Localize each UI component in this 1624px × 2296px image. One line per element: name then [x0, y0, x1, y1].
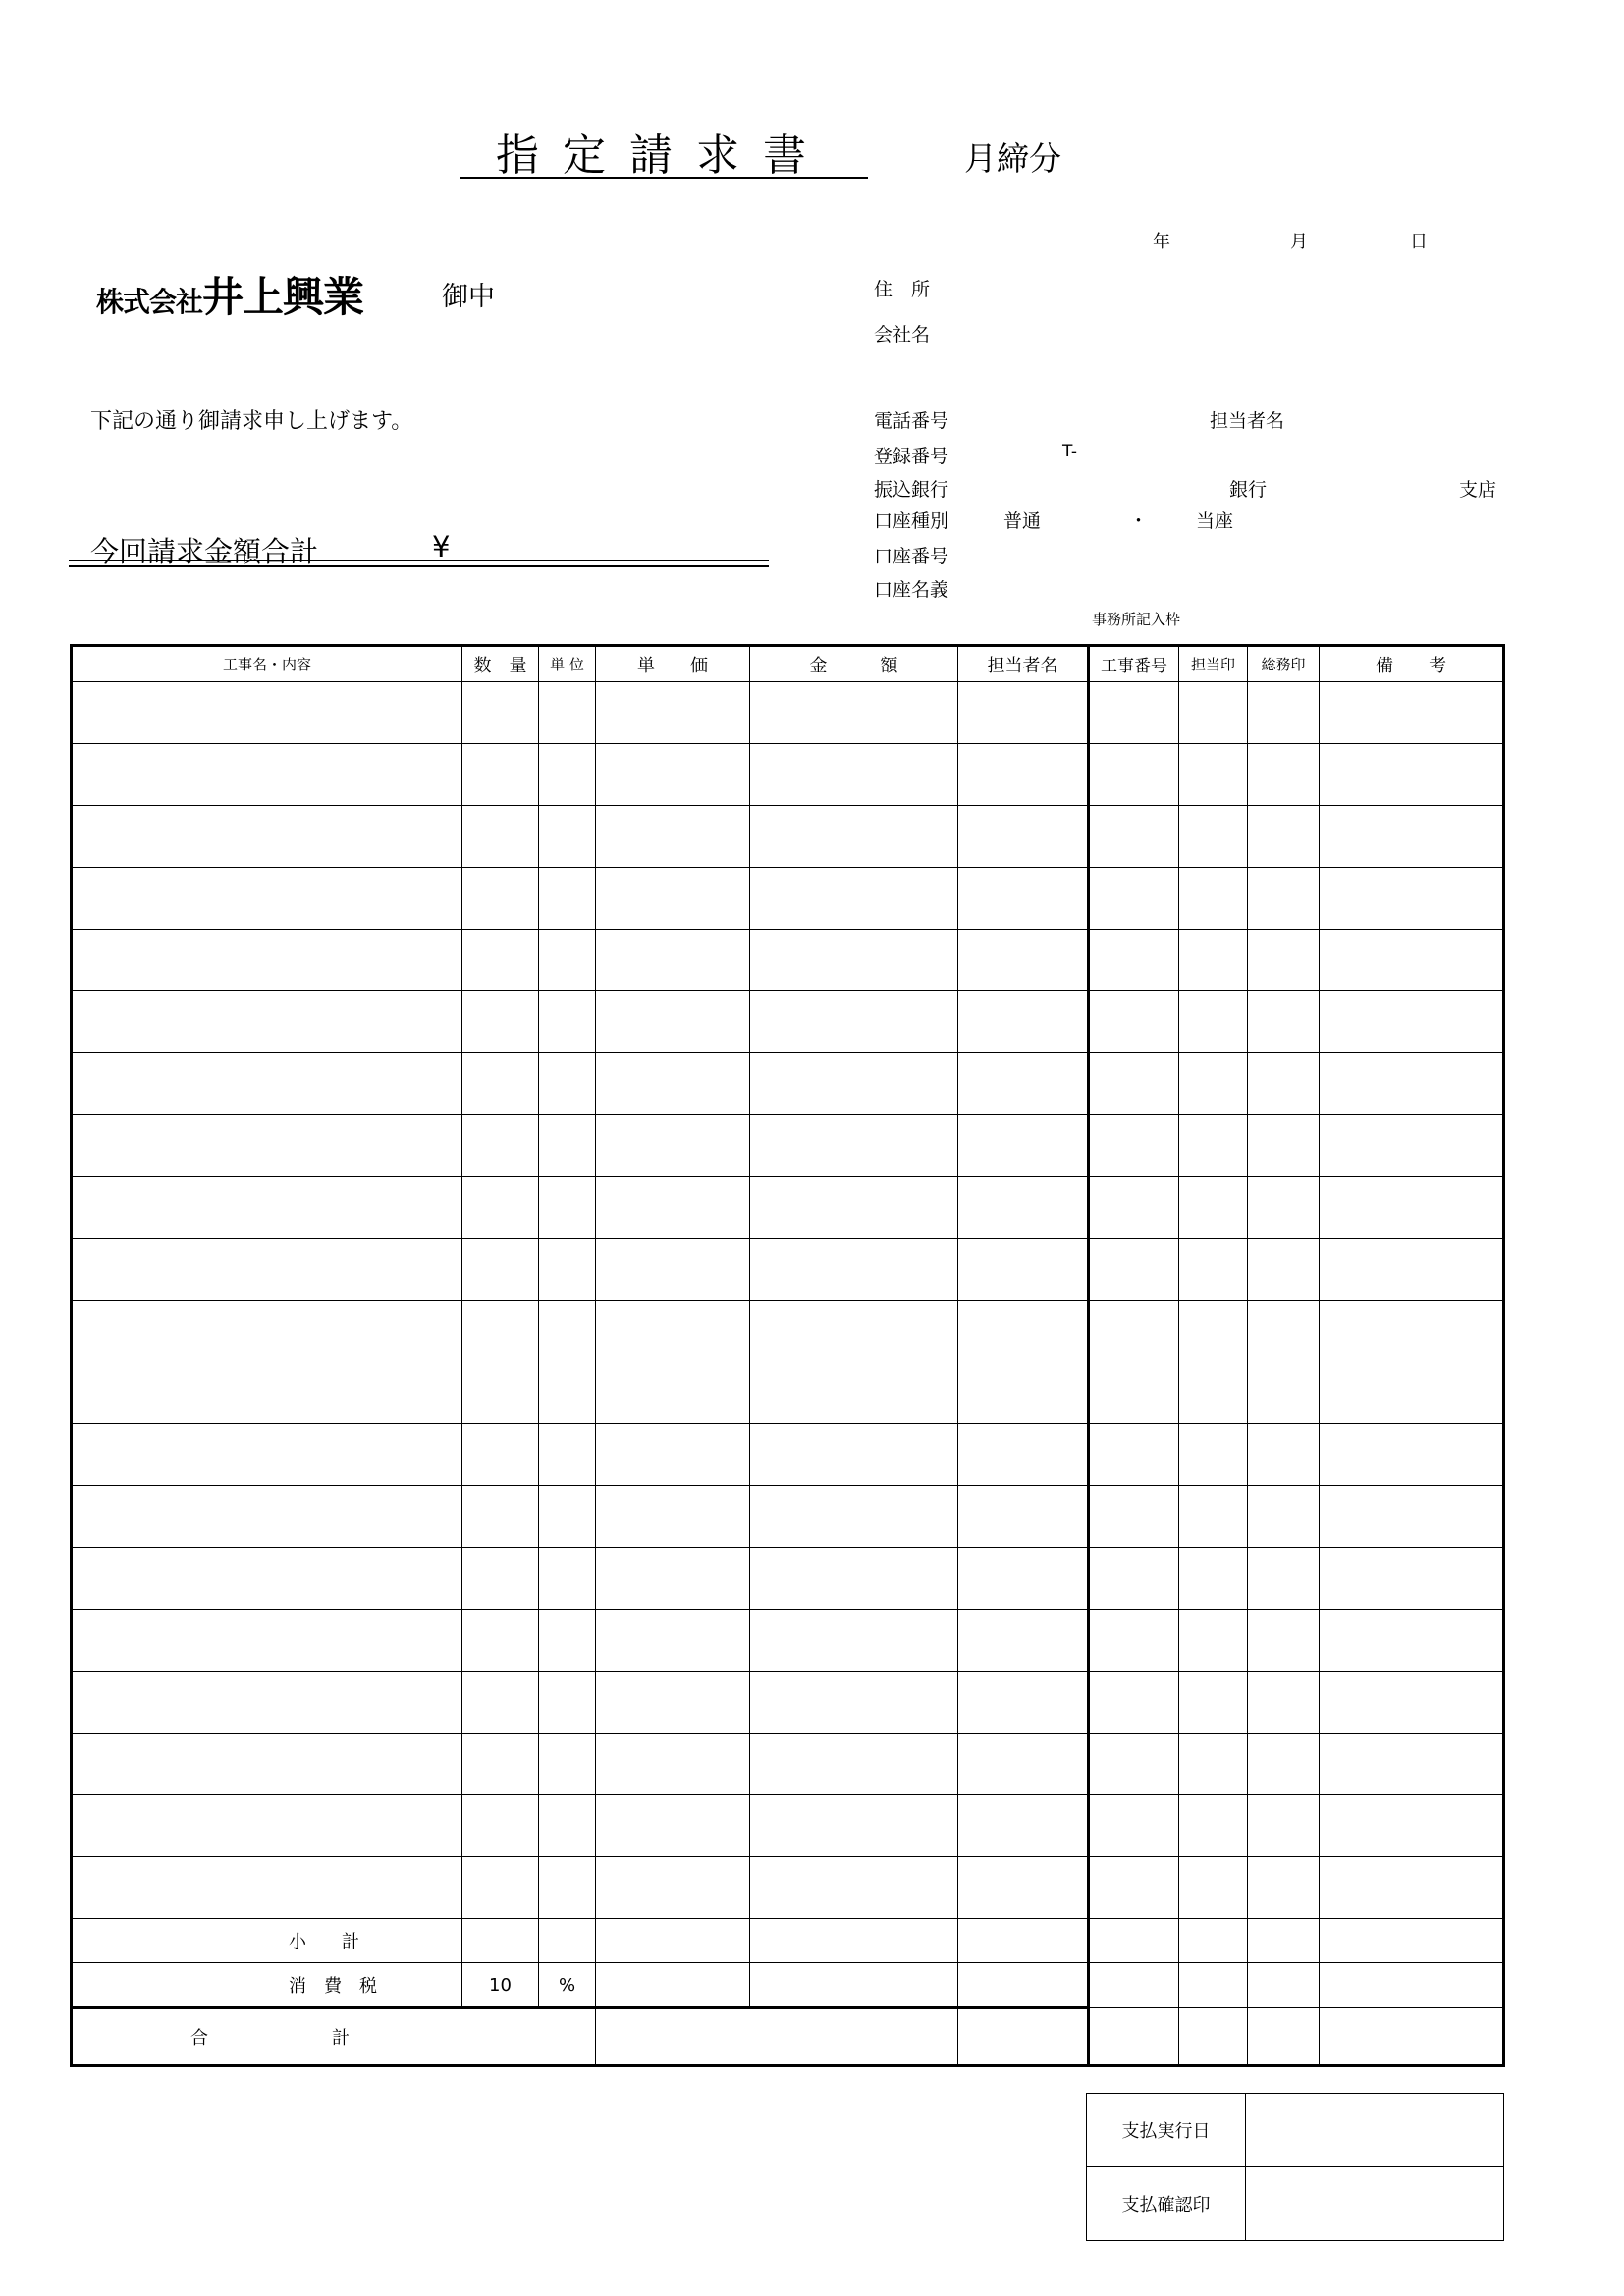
- person-seal-cell[interactable]: [1179, 1672, 1248, 1734]
- amount-cell[interactable]: [750, 1610, 958, 1672]
- remarks-cell[interactable]: [1320, 806, 1504, 868]
- table-row: [72, 1239, 1504, 1301]
- tax-general-seal-cell[interactable]: [1248, 1963, 1320, 2008]
- account-holder-label: 口座名義: [874, 579, 949, 601]
- work-number-cell[interactable]: [1089, 1857, 1179, 1919]
- person-cell[interactable]: [958, 1424, 1089, 1486]
- table-row: [72, 1795, 1504, 1857]
- recipient-logo: [96, 265, 363, 324]
- quantity-cell[interactable]: [462, 1610, 539, 1672]
- quantity-cell[interactable]: [462, 682, 539, 744]
- subtotal-person-seal-cell[interactable]: [1179, 1919, 1248, 1963]
- general-seal-cell[interactable]: [1248, 806, 1320, 868]
- recipient-logo-name: 井上興業: [202, 273, 364, 321]
- col-header-work-name: 工事名・内容: [72, 646, 462, 682]
- quantity-cell[interactable]: [462, 1672, 539, 1734]
- amount-cell[interactable]: [750, 806, 958, 868]
- subtotal-work-number-cell[interactable]: [1089, 1919, 1179, 1963]
- work-name-cell[interactable]: [72, 991, 462, 1053]
- unit-cell[interactable]: [539, 991, 596, 1053]
- unit-cell[interactable]: [539, 806, 596, 868]
- amount-cell[interactable]: [750, 1857, 958, 1919]
- tax-unit-price-cell[interactable]: [596, 1963, 750, 2008]
- remarks-cell[interactable]: [1320, 1548, 1504, 1610]
- col-header-person: 担当者名: [958, 646, 1089, 682]
- registration-number-label: 登録番号: [874, 446, 949, 467]
- quantity-cell[interactable]: [462, 1857, 539, 1919]
- unit-cell[interactable]: [539, 1053, 596, 1115]
- table-row: [72, 1424, 1504, 1486]
- unit-price-cell[interactable]: [596, 1672, 750, 1734]
- unit-price-cell[interactable]: [596, 1424, 750, 1486]
- table-row: [72, 1115, 1504, 1177]
- work-name-cell[interactable]: [72, 682, 462, 744]
- quantity-cell[interactable]: [462, 806, 539, 868]
- person-seal-cell[interactable]: [1179, 1301, 1248, 1362]
- tax-label: 消 費 税: [72, 1963, 462, 2008]
- contact-person-label: 担当者名: [1210, 410, 1285, 432]
- amount-cell[interactable]: [750, 682, 958, 744]
- document-title: 指定請求書: [496, 131, 830, 181]
- quantity-cell[interactable]: [462, 1362, 539, 1424]
- payment-table: [1086, 2093, 1504, 2241]
- work-number-cell[interactable]: [1089, 1548, 1179, 1610]
- person-cell[interactable]: [958, 1239, 1089, 1301]
- unit-price-cell[interactable]: [596, 1362, 750, 1424]
- unit-price-cell[interactable]: [596, 1610, 750, 1672]
- date-month-label: 月: [1290, 232, 1308, 252]
- unit-price-cell[interactable]: [596, 930, 750, 991]
- work-number-cell[interactable]: [1089, 1362, 1179, 1424]
- col-header-unit-price: 単 価: [596, 646, 750, 682]
- amount-cell[interactable]: [750, 868, 958, 930]
- work-number-cell[interactable]: [1089, 1795, 1179, 1857]
- remarks-cell[interactable]: [1320, 744, 1504, 806]
- person-cell[interactable]: [958, 1053, 1089, 1115]
- total-underline-bottom: [69, 565, 769, 567]
- quantity-cell[interactable]: [462, 991, 539, 1053]
- subtotal-general-seal-cell[interactable]: [1248, 1919, 1320, 1963]
- work-name-cell[interactable]: [72, 1177, 462, 1239]
- unit-cell[interactable]: [539, 1177, 596, 1239]
- unit-cell[interactable]: [539, 1672, 596, 1734]
- title-underline: [460, 177, 868, 179]
- work-number-cell[interactable]: [1089, 1672, 1179, 1734]
- amount-cell[interactable]: [750, 1362, 958, 1424]
- billing-period-label: 月締分: [964, 139, 1061, 178]
- company-name-label: 会社名: [874, 324, 931, 346]
- unit-cell[interactable]: [539, 682, 596, 744]
- work-number-cell[interactable]: [1089, 806, 1179, 868]
- person-cell[interactable]: [958, 1734, 1089, 1795]
- tax-person-cell[interactable]: [958, 1963, 1089, 2008]
- remarks-cell[interactable]: [1320, 1301, 1504, 1362]
- general-seal-cell[interactable]: [1248, 1795, 1320, 1857]
- quantity-cell[interactable]: [462, 1239, 539, 1301]
- person-cell[interactable]: [958, 744, 1089, 806]
- subtotal-unit-price-cell[interactable]: [596, 1919, 750, 1963]
- grand-total-remarks-cell[interactable]: [1320, 2008, 1504, 2066]
- person-seal-cell[interactable]: [1179, 1424, 1248, 1486]
- table-row: [72, 682, 1504, 744]
- work-name-cell[interactable]: [72, 1610, 462, 1672]
- amount-cell[interactable]: [750, 1239, 958, 1301]
- account-type-normal: 普通: [1003, 510, 1042, 532]
- amount-cell[interactable]: [750, 1115, 958, 1177]
- unit-cell[interactable]: [539, 1734, 596, 1795]
- person-cell[interactable]: [958, 1672, 1089, 1734]
- quantity-cell[interactable]: [462, 1486, 539, 1548]
- recipient-honorific: 御中: [442, 282, 495, 312]
- person-cell[interactable]: [958, 1548, 1089, 1610]
- remarks-cell[interactable]: [1320, 1486, 1504, 1548]
- subtotal-quantity-cell[interactable]: [462, 1919, 539, 1963]
- remarks-cell[interactable]: [1320, 930, 1504, 991]
- grand-total-person-seal-cell[interactable]: [1179, 2008, 1248, 2066]
- total-underline-top: [69, 560, 769, 561]
- person-seal-cell[interactable]: [1179, 744, 1248, 806]
- remarks-cell[interactable]: [1320, 868, 1504, 930]
- general-seal-cell[interactable]: [1248, 1548, 1320, 1610]
- quantity-cell[interactable]: [462, 930, 539, 991]
- bank-suffix: 銀行: [1229, 479, 1268, 501]
- unit-price-cell[interactable]: [596, 1177, 750, 1239]
- general-seal-cell[interactable]: [1248, 1857, 1320, 1919]
- unit-cell[interactable]: [539, 1362, 596, 1424]
- address-label: 住 所: [874, 279, 931, 300]
- work-number-cell[interactable]: [1089, 1301, 1179, 1362]
- unit-price-cell[interactable]: [596, 1239, 750, 1301]
- amount-cell[interactable]: [750, 1053, 958, 1115]
- quantity-cell[interactable]: [462, 1734, 539, 1795]
- unit-price-cell[interactable]: [596, 1548, 750, 1610]
- unit-price-cell[interactable]: [596, 1486, 750, 1548]
- recipient-logo-prefix: 株式会社: [96, 286, 203, 318]
- unit-price-cell[interactable]: [596, 806, 750, 868]
- phone-label: 電話番号: [874, 410, 949, 432]
- invoice-table: [70, 644, 1505, 2067]
- work-number-cell[interactable]: [1089, 1239, 1179, 1301]
- table-row: [72, 1548, 1504, 1610]
- unit-price-cell[interactable]: [596, 1857, 750, 1919]
- quantity-cell[interactable]: [462, 1548, 539, 1610]
- work-name-cell[interactable]: [72, 1548, 462, 1610]
- work-name-cell[interactable]: [72, 1486, 462, 1548]
- account-number-label: 口座番号: [874, 546, 949, 567]
- unit-price-cell[interactable]: [596, 1734, 750, 1795]
- work-name-cell[interactable]: [72, 1362, 462, 1424]
- unit-price-cell[interactable]: [596, 682, 750, 744]
- quantity-cell[interactable]: [462, 1115, 539, 1177]
- table-row: [72, 744, 1504, 806]
- account-type-label: 口座種別: [874, 510, 949, 532]
- tax-percent-sign: %: [539, 1963, 596, 2008]
- unit-cell[interactable]: [539, 930, 596, 991]
- table-row: [72, 1053, 1504, 1115]
- general-seal-cell[interactable]: [1248, 930, 1320, 991]
- remarks-cell[interactable]: [1320, 1239, 1504, 1301]
- amount-cell[interactable]: [750, 991, 958, 1053]
- quantity-cell[interactable]: [462, 1053, 539, 1115]
- person-seal-cell[interactable]: [1179, 1795, 1248, 1857]
- work-number-cell[interactable]: [1089, 868, 1179, 930]
- date-year-label: 年: [1153, 232, 1170, 252]
- subtotal-person-cell[interactable]: [958, 1919, 1089, 1963]
- payment-execution-date-field[interactable]: [1246, 2094, 1504, 2167]
- general-seal-cell[interactable]: [1248, 1053, 1320, 1115]
- amount-cell[interactable]: [750, 744, 958, 806]
- work-number-cell[interactable]: [1089, 1424, 1179, 1486]
- col-header-amount: 金 額: [750, 646, 958, 682]
- billing-notice: 下記の通り御請求申し上げます。: [90, 409, 413, 434]
- work-name-cell[interactable]: [72, 1672, 462, 1734]
- subtotal-unit-cell[interactable]: [539, 1919, 596, 1963]
- total-amount-label: 今回請求金額合計: [90, 535, 319, 568]
- table-row: [72, 1672, 1504, 1734]
- work-number-cell[interactable]: [1089, 1486, 1179, 1548]
- work-number-cell[interactable]: [1089, 1177, 1179, 1239]
- remarks-cell[interactable]: [1320, 991, 1504, 1053]
- tax-person-seal-cell[interactable]: [1179, 1963, 1248, 2008]
- general-seal-cell[interactable]: [1248, 682, 1320, 744]
- person-cell[interactable]: [958, 1486, 1089, 1548]
- amount-cell[interactable]: [750, 1548, 958, 1610]
- person-cell[interactable]: [958, 1857, 1089, 1919]
- table-row: [72, 1734, 1504, 1795]
- col-header-general-seal: 総務印: [1248, 646, 1320, 682]
- unit-cell[interactable]: [539, 1486, 596, 1548]
- person-seal-cell[interactable]: [1179, 1177, 1248, 1239]
- table-row: [72, 1857, 1504, 1919]
- work-name-cell[interactable]: [72, 744, 462, 806]
- office-use-caption: 事務所記入枠: [1092, 611, 1181, 628]
- remarks-cell[interactable]: [1320, 1177, 1504, 1239]
- bank-label: 振込銀行: [874, 479, 949, 501]
- remarks-cell[interactable]: [1320, 1734, 1504, 1795]
- tax-amount-cell[interactable]: [750, 1963, 958, 2008]
- col-header-remarks: 備 考: [1320, 646, 1504, 682]
- work-number-cell[interactable]: [1089, 991, 1179, 1053]
- remarks-cell[interactable]: [1320, 1795, 1504, 1857]
- work-name-cell[interactable]: [72, 1857, 462, 1919]
- quantity-cell[interactable]: [462, 744, 539, 806]
- work-name-cell[interactable]: [72, 868, 462, 930]
- work-number-cell[interactable]: [1089, 1734, 1179, 1795]
- general-seal-cell[interactable]: [1248, 991, 1320, 1053]
- general-seal-cell[interactable]: [1248, 1115, 1320, 1177]
- subtotal-amount-cell[interactable]: [750, 1919, 958, 1963]
- registration-prefix: T-: [1062, 442, 1077, 461]
- work-name-cell[interactable]: [72, 1301, 462, 1362]
- unit-price-cell[interactable]: [596, 868, 750, 930]
- unit-cell[interactable]: [539, 1239, 596, 1301]
- work-number-cell[interactable]: [1089, 1053, 1179, 1115]
- grand-total-amount-cell[interactable]: [596, 2008, 958, 2066]
- work-number-cell[interactable]: [1089, 1610, 1179, 1672]
- table-row: [72, 806, 1504, 868]
- person-seal-cell[interactable]: [1179, 806, 1248, 868]
- person-seal-cell[interactable]: [1179, 1115, 1248, 1177]
- work-name-cell[interactable]: [72, 1795, 462, 1857]
- unit-price-cell[interactable]: [596, 1301, 750, 1362]
- person-seal-cell[interactable]: [1179, 1857, 1248, 1919]
- general-seal-cell[interactable]: [1248, 1610, 1320, 1672]
- unit-price-cell[interactable]: [596, 1795, 750, 1857]
- unit-cell[interactable]: [539, 1424, 596, 1486]
- remarks-cell[interactable]: [1320, 1362, 1504, 1424]
- work-name-cell[interactable]: [72, 1115, 462, 1177]
- work-name-cell[interactable]: [72, 1424, 462, 1486]
- general-seal-cell[interactable]: [1248, 744, 1320, 806]
- general-seal-cell[interactable]: [1248, 1672, 1320, 1734]
- col-header-quantity: 数 量: [462, 646, 539, 682]
- col-header-person-seal: 担当印: [1179, 646, 1248, 682]
- remarks-cell[interactable]: [1320, 1672, 1504, 1734]
- person-cell[interactable]: [958, 682, 1089, 744]
- person-seal-cell[interactable]: [1179, 868, 1248, 930]
- remarks-cell[interactable]: [1320, 1424, 1504, 1486]
- person-seal-cell[interactable]: [1179, 1610, 1248, 1672]
- unit-cell[interactable]: [539, 868, 596, 930]
- account-type-checking: 当座: [1196, 510, 1234, 532]
- grand-total-label: 合 計: [72, 2008, 596, 2066]
- general-seal-cell[interactable]: [1248, 1301, 1320, 1362]
- remarks-cell[interactable]: [1320, 1610, 1504, 1672]
- general-seal-cell[interactable]: [1248, 1486, 1320, 1548]
- work-name-cell[interactable]: [72, 930, 462, 991]
- work-name-cell[interactable]: [72, 1734, 462, 1795]
- col-header-work-number: 工事番号: [1089, 646, 1179, 682]
- unit-cell[interactable]: [539, 1115, 596, 1177]
- amount-cell[interactable]: [750, 1672, 958, 1734]
- grand-total-work-number-cell[interactable]: [1089, 2008, 1179, 2066]
- unit-price-cell[interactable]: [596, 1053, 750, 1115]
- account-type-separator: ・: [1129, 510, 1149, 532]
- yen-sign: ¥: [432, 530, 451, 563]
- amount-cell[interactable]: [750, 1734, 958, 1795]
- branch-suffix: 支店: [1459, 479, 1497, 501]
- person-cell[interactable]: [958, 806, 1089, 868]
- table-row: [72, 1362, 1504, 1424]
- table-row: [72, 1486, 1504, 1548]
- person-seal-cell[interactable]: [1179, 1362, 1248, 1424]
- person-cell[interactable]: [958, 1177, 1089, 1239]
- person-seal-cell[interactable]: [1179, 930, 1248, 991]
- unit-price-cell[interactable]: [596, 1115, 750, 1177]
- person-cell[interactable]: [958, 991, 1089, 1053]
- quantity-cell[interactable]: [462, 1795, 539, 1857]
- general-seal-cell[interactable]: [1248, 1734, 1320, 1795]
- general-seal-cell[interactable]: [1248, 1239, 1320, 1301]
- date-day-label: 日: [1410, 232, 1428, 252]
- unit-cell[interactable]: [539, 744, 596, 806]
- person-seal-cell[interactable]: [1179, 682, 1248, 744]
- person-cell[interactable]: [958, 1795, 1089, 1857]
- general-seal-cell[interactable]: [1248, 1362, 1320, 1424]
- payment-confirmation-label: 支払確認印: [1087, 2167, 1246, 2241]
- grand-total-person-cell[interactable]: [958, 2008, 1089, 2066]
- amount-cell[interactable]: [750, 1301, 958, 1362]
- grand-total-general-seal-cell[interactable]: [1248, 2008, 1320, 2066]
- quantity-cell[interactable]: [462, 1177, 539, 1239]
- unit-cell[interactable]: [539, 1610, 596, 1672]
- tax-rate: 10: [462, 1963, 539, 2008]
- table-row: [72, 991, 1504, 1053]
- person-cell[interactable]: [958, 868, 1089, 930]
- quantity-cell[interactable]: [462, 1424, 539, 1486]
- table-row: [72, 930, 1504, 991]
- work-number-cell[interactable]: [1089, 744, 1179, 806]
- col-header-unit: 単 位: [539, 646, 596, 682]
- remarks-cell[interactable]: [1320, 1053, 1504, 1115]
- person-seal-cell[interactable]: [1179, 1486, 1248, 1548]
- general-seal-cell[interactable]: [1248, 1424, 1320, 1486]
- amount-cell[interactable]: [750, 1177, 958, 1239]
- unit-price-cell[interactable]: [596, 744, 750, 806]
- person-cell[interactable]: [958, 1301, 1089, 1362]
- person-seal-cell[interactable]: [1179, 1734, 1248, 1795]
- quantity-cell[interactable]: [462, 1301, 539, 1362]
- work-name-cell[interactable]: [72, 1053, 462, 1115]
- amount-cell[interactable]: [750, 1486, 958, 1548]
- work-name-cell[interactable]: [72, 806, 462, 868]
- work-number-cell[interactable]: [1089, 1115, 1179, 1177]
- subtotal-remarks-cell[interactable]: [1320, 1919, 1504, 1963]
- person-seal-cell[interactable]: [1179, 991, 1248, 1053]
- person-seal-cell[interactable]: [1179, 1239, 1248, 1301]
- person-seal-cell[interactable]: [1179, 1548, 1248, 1610]
- unit-cell[interactable]: [539, 1301, 596, 1362]
- table-row: [72, 868, 1504, 930]
- tax-remarks-cell[interactable]: [1320, 1963, 1504, 2008]
- unit-cell[interactable]: [539, 1857, 596, 1919]
- person-cell[interactable]: [958, 1610, 1089, 1672]
- general-seal-cell[interactable]: [1248, 1177, 1320, 1239]
- amount-cell[interactable]: [750, 1424, 958, 1486]
- work-number-cell[interactable]: [1089, 682, 1179, 744]
- remarks-cell[interactable]: [1320, 682, 1504, 744]
- person-seal-cell[interactable]: [1179, 1053, 1248, 1115]
- remarks-cell[interactable]: [1320, 1857, 1504, 1919]
- unit-cell[interactable]: [539, 1548, 596, 1610]
- table-row: [72, 1301, 1504, 1362]
- payment-confirmation-field[interactable]: [1246, 2167, 1504, 2241]
- table-row: [72, 1610, 1504, 1672]
- amount-cell[interactable]: [750, 1795, 958, 1857]
- work-name-cell[interactable]: [72, 1239, 462, 1301]
- amount-cell[interactable]: [750, 930, 958, 991]
- table-row: [72, 1177, 1504, 1239]
- unit-cell[interactable]: [539, 1795, 596, 1857]
- general-seal-cell[interactable]: [1248, 868, 1320, 930]
- person-cell[interactable]: [958, 1115, 1089, 1177]
- work-number-cell[interactable]: [1089, 930, 1179, 991]
- remarks-cell[interactable]: [1320, 1115, 1504, 1177]
- subtotal-label: 小 計: [72, 1919, 462, 1963]
- person-cell[interactable]: [958, 930, 1089, 991]
- unit-price-cell[interactable]: [596, 991, 750, 1053]
- quantity-cell[interactable]: [462, 868, 539, 930]
- person-cell[interactable]: [958, 1362, 1089, 1424]
- payment-execution-date-label: 支払実行日: [1087, 2094, 1246, 2167]
- tax-work-number-cell[interactable]: [1089, 1963, 1179, 2008]
